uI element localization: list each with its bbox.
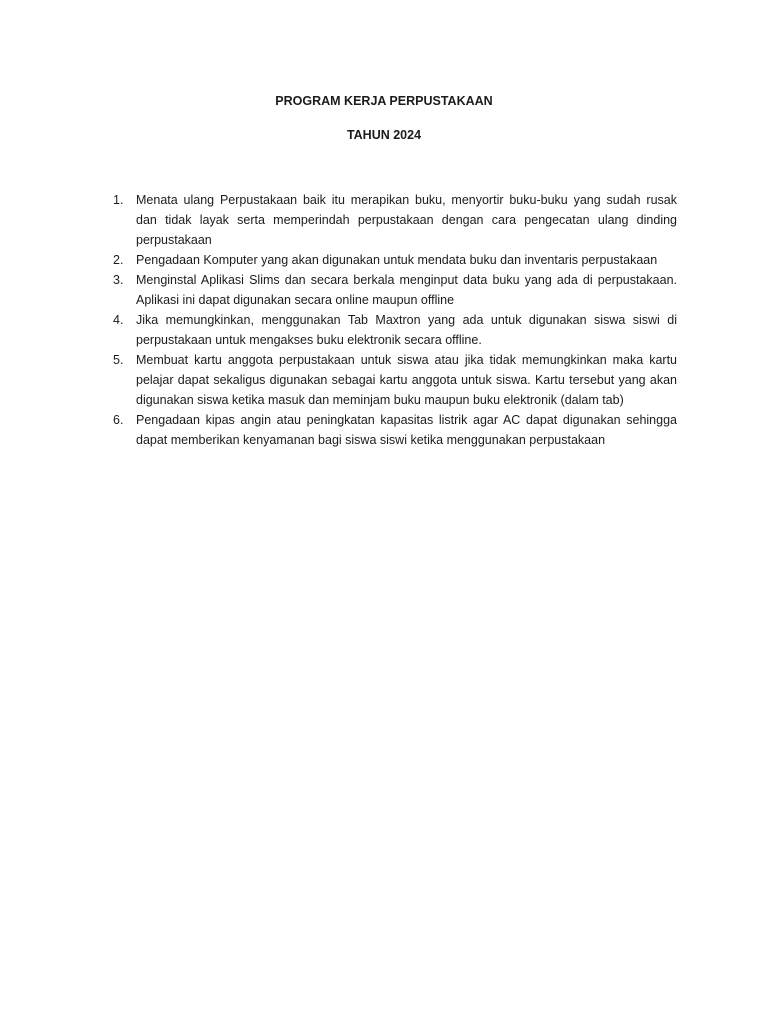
list-item [113, 310, 677, 350]
list-item-line: perpustakaan [136, 233, 212, 247]
list-item-number: 6. [113, 413, 124, 427]
document-year: TAHUN 2024 [346, 128, 422, 142]
list-item-text [136, 350, 677, 410]
list-item-line: digunakan siswa ketika masuk dan meminjam buku maupun buku elektronik (dalam tab) [136, 393, 624, 407]
list-item-text [136, 250, 677, 270]
list-item [113, 350, 677, 410]
list-item [113, 410, 677, 450]
list-item-line: Pengadaan Komputer yang akan digunakan untuk mendata buku dan inventaris perpustakaan [136, 253, 658, 267]
list-item [113, 270, 677, 310]
list-item-number: 4. [113, 313, 124, 327]
list-item-line: pelajar dapat sekaligus digunakan sebagai kartu anggota untuk siswa. Kartu tersebut yang akan [136, 373, 677, 387]
list-item-number: 2. [113, 253, 124, 267]
list-item-text [136, 410, 677, 450]
list-item-line: Menata ulang Perpustakaan baik itu merapikan buku, menyortir buku-buku yang sudah rusak [136, 193, 677, 207]
list-item [113, 190, 677, 250]
list-item-line: Jika memungkinkan, menggunakan Tab Maxtron yang ada untuk digunakan siswa siswi di [136, 313, 677, 327]
list-item-text [136, 270, 677, 310]
list-item-line: Aplikasi ini dapat digunakan secara online maupun offline [136, 293, 455, 307]
list-item-line: dan tidak layak serta memperindah perpustakaan dengan cara pengecatan ulang dinding [136, 213, 677, 227]
program-list [113, 190, 677, 450]
list-item-line: Menginstal Aplikasi Slims dan secara berkala menginput data buku yang ada di perpustakaan. [136, 273, 677, 287]
list-item-line: Membuat kartu anggota perpustakaan untuk siswa atau jika tidak memungkinkan maka kartu [136, 353, 677, 367]
list-item-line: Pengadaan kipas angin atau peningkatan kapasitas listrik agar AC dapat digunakan sehingga [136, 413, 677, 427]
list-item-text [136, 190, 677, 250]
document-title: PROGRAM KERJA PERPUSTAKAAN [275, 94, 493, 108]
list-item-number: 5. [113, 353, 124, 367]
list-item [113, 250, 677, 270]
list-item-line: dapat memberikan kenyamanan bagi siswa siswi ketika menggunakan perpustakaan [136, 433, 606, 447]
list-item-text [136, 310, 677, 350]
list-item-number: 3. [113, 273, 124, 287]
list-item-line: perpustakaan untuk mengakses buku elektronik secara offline. [136, 333, 482, 347]
list-item-number: 1. [113, 193, 124, 207]
